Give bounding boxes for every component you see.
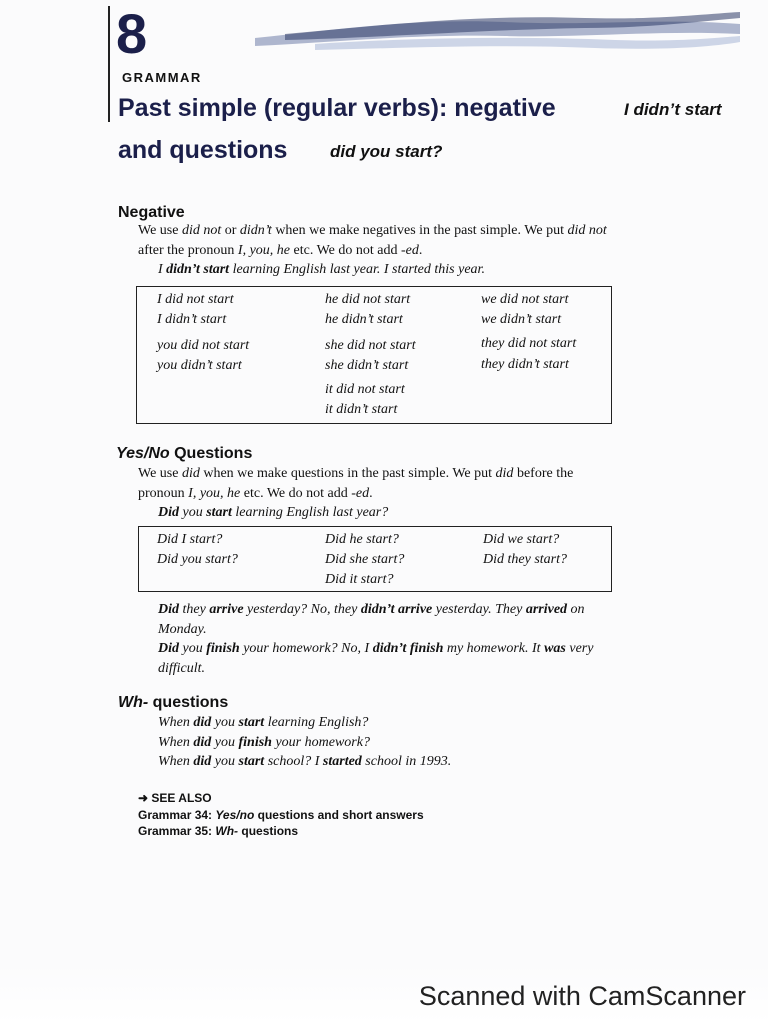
table-cell: you didn’t start xyxy=(157,358,242,373)
text-run: did xyxy=(193,754,212,769)
text-run: . xyxy=(369,486,373,501)
text-run: finish xyxy=(238,735,272,750)
text-run: they xyxy=(179,602,210,617)
yesno-example-3-line2 xyxy=(158,660,205,678)
text-run: Grammar 35: xyxy=(138,824,216,838)
text-run: finish xyxy=(206,641,240,656)
text-run: was xyxy=(544,641,566,656)
text-run: etc. We do not add xyxy=(240,486,352,501)
text-run: school? I xyxy=(264,754,323,769)
text-run: I xyxy=(158,262,167,277)
arrow-icon: ➜ xyxy=(138,791,149,805)
table-cell: it didn’t start xyxy=(325,402,398,417)
scanner-watermark: Scanned with CamScanner xyxy=(418,981,746,1011)
see-also-heading xyxy=(138,791,212,805)
page-title-line1: Past simple (regular verbs): negative xyxy=(118,94,556,122)
heading-rest-part: Questions xyxy=(169,445,253,462)
text-run: before the xyxy=(513,466,574,481)
table-cell: Did it start? xyxy=(325,572,394,587)
text-run: did not xyxy=(567,223,607,238)
text-run: Did xyxy=(158,641,179,656)
table-cell: they didn’t start xyxy=(481,357,569,372)
wh-example-1 xyxy=(158,714,368,732)
table-cell: she didn’t start xyxy=(325,358,409,373)
text-run: start xyxy=(206,505,232,520)
page-title-line2: and questions xyxy=(118,136,288,164)
yesno-rule-line2 xyxy=(138,485,373,503)
text-run: When xyxy=(158,715,194,730)
unit-category: GRAMMAR xyxy=(122,70,202,85)
decorative-brush-stroke xyxy=(255,8,740,58)
text-run: school in 1993. xyxy=(361,754,452,769)
table-cell: I did not start xyxy=(157,292,234,307)
text-run: you xyxy=(179,505,207,520)
text-run: didn’t start xyxy=(166,262,230,277)
text-run: pronoun xyxy=(138,486,189,501)
text-run: didn’t finish xyxy=(372,641,444,656)
text-run: didn’t arrive xyxy=(360,602,433,617)
negative-example xyxy=(158,261,485,279)
text-run: difficult. xyxy=(158,661,206,676)
title-example-negative: I didn’t start xyxy=(624,100,722,119)
yesno-example-2-line2 xyxy=(158,621,207,639)
text-run: or xyxy=(221,223,240,238)
text-run: Monday. xyxy=(158,622,207,637)
text-run: etc. We do not add xyxy=(290,243,401,258)
text-run: after the pronoun xyxy=(138,243,238,258)
text-run: arrive xyxy=(209,602,244,617)
text-run: learning English? xyxy=(264,715,369,730)
header-divider xyxy=(108,6,110,122)
text-run: my homework. It xyxy=(443,641,545,656)
title-example-question: did you start? xyxy=(330,142,443,161)
negative-rule-line1 xyxy=(138,222,607,240)
section-heading-negative: Negative xyxy=(118,204,185,221)
table-cell: it did not start xyxy=(325,382,405,397)
see-also-reference-34 xyxy=(138,808,424,822)
text-run: you xyxy=(211,735,239,750)
text-run: Did xyxy=(158,602,179,617)
text-run: your homework? No, I xyxy=(239,641,373,656)
text-run: learning English last year? xyxy=(231,505,389,520)
text-run: When xyxy=(158,754,194,769)
table-cell: you did not start xyxy=(157,338,250,353)
text-run: your homework? xyxy=(271,735,370,750)
text-run: did not xyxy=(181,223,222,238)
text-run: started xyxy=(322,754,362,769)
negative-forms-table xyxy=(136,286,612,424)
text-run: you xyxy=(211,715,239,730)
text-run: -ed xyxy=(351,486,370,501)
text-run: Yes/no xyxy=(215,808,255,822)
see-also-reference-35 xyxy=(138,824,298,838)
text-run: very xyxy=(565,641,594,656)
text-run: did xyxy=(181,466,200,481)
table-cell: Did he start? xyxy=(325,532,399,547)
see-also-label: SEE ALSO xyxy=(151,791,212,805)
text-run: you xyxy=(211,754,239,769)
table-cell: they did not start xyxy=(481,336,577,351)
yesno-example-3-line1 xyxy=(158,640,593,658)
section-heading-yes-no-questions xyxy=(116,445,252,463)
text-run: I, you, he xyxy=(237,243,291,258)
text-run: I, you, he xyxy=(188,486,241,501)
text-run: Wh- xyxy=(215,824,239,838)
table-cell: she did not start xyxy=(325,338,416,353)
yesno-example-2-line1 xyxy=(158,601,585,619)
wh-example-3 xyxy=(158,753,451,771)
text-run: . xyxy=(418,243,423,258)
table-cell: Did she start? xyxy=(325,552,405,567)
heading-rest-part: questions xyxy=(148,694,229,711)
table-cell: Did they start? xyxy=(483,552,567,567)
yesno-example xyxy=(158,504,388,522)
yesno-rule-line1 xyxy=(138,465,573,483)
text-run: didn’t xyxy=(239,223,272,238)
table-cell: I didn’t start xyxy=(157,312,227,327)
section-heading-wh-questions xyxy=(118,694,228,712)
text-run: arrived xyxy=(525,602,568,617)
table-cell: he didn’t start xyxy=(325,312,403,327)
text-run: when we make negatives in the past simple. We put xyxy=(271,223,568,238)
text-run: yesterday? No, they xyxy=(243,602,361,617)
text-run: questions xyxy=(238,824,299,838)
table-cell: Did you start? xyxy=(157,552,238,567)
text-run: start xyxy=(238,754,265,769)
text-run: We use xyxy=(138,466,182,481)
negative-rule-line2 xyxy=(138,242,422,260)
table-cell: Did I start? xyxy=(157,532,223,547)
question-forms-table xyxy=(138,526,612,592)
heading-italic-part: Yes/No xyxy=(116,445,170,462)
text-run: -ed xyxy=(401,243,419,258)
text-run: learning English last year. I started this year. xyxy=(229,262,485,277)
text-run: did xyxy=(193,715,212,730)
text-run: you xyxy=(179,641,207,656)
text-run: on xyxy=(567,602,585,617)
text-run: Grammar 34: xyxy=(138,808,216,822)
table-cell: we didn’t start xyxy=(481,312,562,327)
text-run: when we make questions in the past simple. We put xyxy=(199,466,496,481)
text-run: did xyxy=(495,466,514,481)
text-run: did xyxy=(193,735,212,750)
table-cell: Did we start? xyxy=(483,532,560,547)
text-run: questions and short answers xyxy=(254,808,424,822)
text-run: Did xyxy=(158,505,179,520)
unit-number: 8 xyxy=(116,2,148,65)
heading-italic-part: Wh- xyxy=(118,694,149,711)
text-run: start xyxy=(238,715,265,730)
table-cell: we did not start xyxy=(481,292,569,307)
wh-example-2 xyxy=(158,734,370,752)
text-run: yesterday. They xyxy=(432,602,526,617)
text-run: We use xyxy=(138,223,182,238)
table-cell: he did not start xyxy=(325,292,411,307)
text-run: When xyxy=(158,735,194,750)
